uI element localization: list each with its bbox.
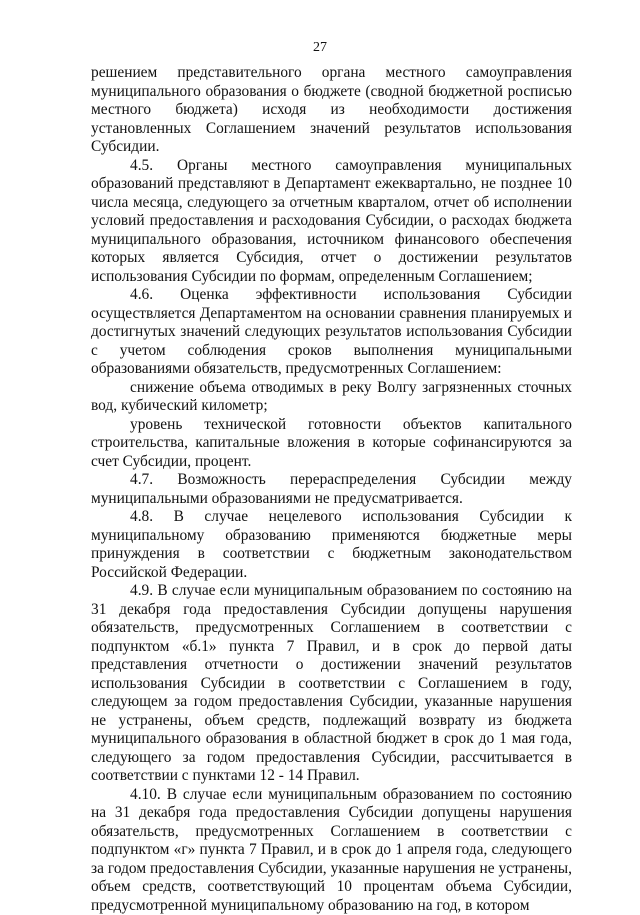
paragraph-4-8: 4.8. В случае нецелевого использования Субсидии к муниципальному образованию применяются бюджетные меры принуждения в соответствии с бюджетным законодательством Российской Федерации. [91, 508, 572, 582]
paragraph-4-10: 4.10. В случае если муниципальным образованием по состоянию на 31 декабря года предоставления Субсидии допущены нарушения обязательств, предусмотренных Соглашением в соответствии с подпунктом «г» пункта 7 Правил, и в срок до 1 апреля года, следующего за годом предоставления Субсидии, указанные нарушения не устранены, объем средств, соответствующий 10 процентам объема Субсидии, предусмотренной муниципальному образованию на год, в котором [91, 786, 572, 915]
paragraph-4-5: 4.5. Органы местного самоуправления муниципальных образований представляют в Департамент ежеквартально, не позднее 10 числа месяца, следующего за отчетным кварталом, отчет об исполнении условий предоставления и расходования Субсидии, о расходах бюджета муниципального образования, источником финансового обеспечения которых является Субсидия, отчет о достижении результатов использования Субсидии по формам, определенным Соглашением; [91, 157, 572, 287]
page-number: 27 [0, 40, 640, 56]
list-item-readiness: уровень технической готовности объектов капитального строительства, капитальные вложения в которые софинансируются за счет Субсидии, процент. [91, 416, 572, 472]
paragraph-4-9: 4.9. В случае если муниципальным образованием по состоянию на 31 декабря года предоставления Субсидии допущены нарушения обязательств, предусмотренных Соглашением в соответствии с подпунктом «б.1» пункта 7 Правил, и в срок до первой даты представления отчетности о достижении значений результатов использования Субсидии в соответствии с Соглашением в году, следующем за годом предоставления Субсидии, указанные нарушения не устранены, объем средств, подлежащий возврату из бюджета муниципального образования в областной бюджет в срок до 1 мая года, следующего за годом предоставления Субсидии, рассчитывается в соответствии с пунктами 12 - 14 Правил. [91, 582, 572, 786]
document-body [91, 64, 572, 915]
paragraph-4-6: 4.6. Оценка эффективности использования Субсидии осуществляется Департаментом на основании сравнения планируемых и достигнутых значений следующих результатов использования Субсидии с учетом соблюдения сроков выполнения муниципальными образованиями обязательств, предусмотренных Соглашением: [91, 286, 572, 379]
list-item-wastewater: снижение объема отводимых в реку Волгу загрязненных сточных вод, кубический километр; [91, 379, 572, 416]
paragraph-4-7: 4.7. Возможность перераспределения Субсидии между муниципальными образованиями не предусматривается. [91, 471, 572, 508]
paragraph-continuation: решением представительного органа местного самоуправления муниципального образования о бюджете (сводной бюджетной росписью местного бюджета) исходя из необходимости достижения установленных Соглашением значений результатов использования Субсидии. [91, 64, 572, 157]
